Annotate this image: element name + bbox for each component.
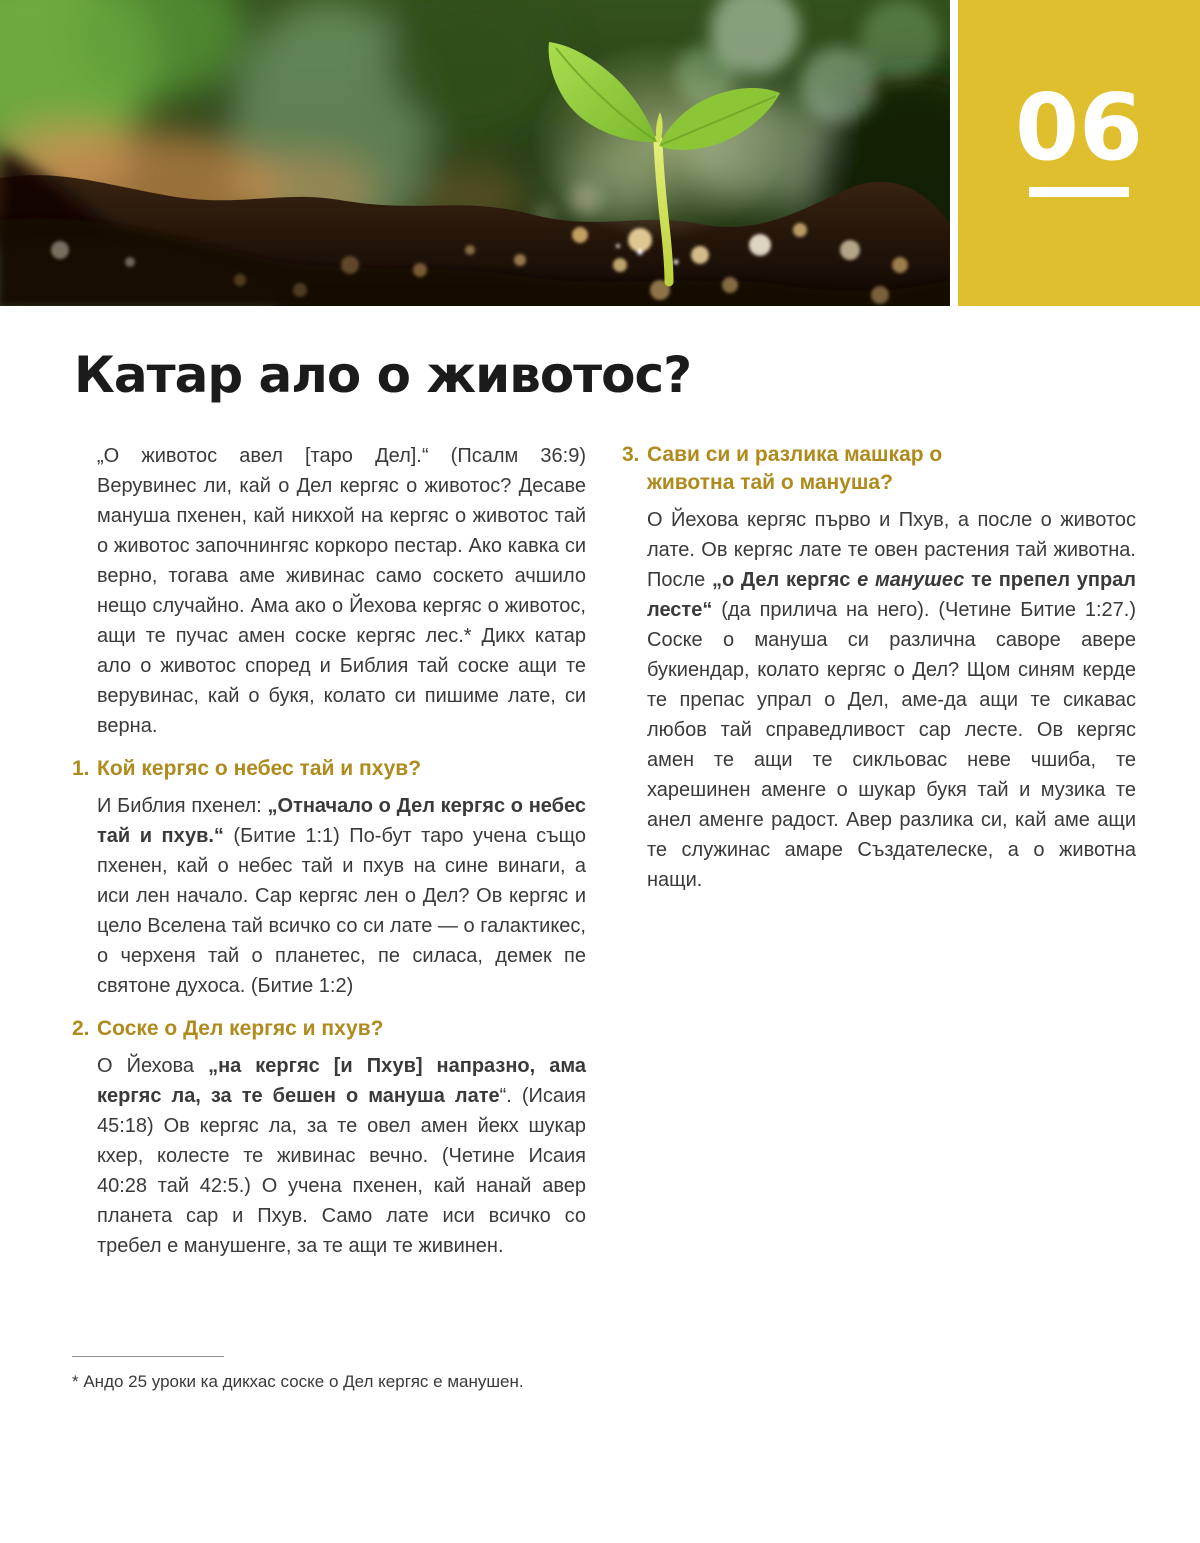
section-1-heading-text: Кой кергяс о небес тай и пхув? xyxy=(97,757,422,780)
header-photo xyxy=(0,0,950,306)
footnote-divider xyxy=(72,1356,224,1357)
section-3-number: 3. xyxy=(622,443,640,466)
right-column xyxy=(622,441,1136,909)
section-2-heading xyxy=(72,1015,586,1043)
section-2-paragraph: О Йехова „на кергяс [и Пхув] напразно, ама кергяс ла, за те бешен о мануша лате“. (Исаия 45:18) Ов кергяс ла, за те овел амен йекх шукар кхер, колесте те живинас вечно. (Четине Исаия 40:28 тай 42:5.) О учена пхенен, кай нанай авер планета сар и Пхув. Само лате иси всичко со требел е манушенге, за те ащи те живинен. xyxy=(97,1055,586,1257)
section-2 xyxy=(72,1015,586,1261)
badge-underline xyxy=(1029,187,1129,197)
lesson-number: 06 xyxy=(1014,74,1144,181)
section-3-heading-text: Сави си и разлика машкар о животна тай о мануша? xyxy=(647,443,943,494)
section-2-number: 2. xyxy=(72,1017,90,1040)
footnote xyxy=(72,1356,672,1393)
section-3-paragraph: О Йехова кергяс първо и Пхув, а после о животос лате. Ов кергяс лате те овен растения тай животна. После „о Дел кергяс е манушес те препел упрал лесте“ (да прилича на него). (Четине Битие 1:27.) Соске о мануша си различна саворе авере букиендар, колато кергяс о Дел? Щом синям керде те препас упрал о Дел, аме-да ащи те сикавас любов тай справедливост сар лесте. Ов кергяс амен те ащи те сикльовас неве чшиба, те харешинен аменге о шукар букя тай и музика те анел аменге радост. Авер разлика си, кай аме ащи те служинас амаре Създателеске, а о животна нащи. xyxy=(647,509,1136,891)
page-title: Катар ало о животос? xyxy=(74,346,692,404)
seedling-illustration xyxy=(0,0,950,306)
intro-paragraph: „О животос авел [таро Дел].“ (Псалм 36:9) Верувинес ли, кай о Дел кергяс о животос? Десаве мануша пхенен, кай никхой на кергяс о животос тай о животос започнингяс коркоро пестар. Ако кавка си верно, тогава аме живинас само соскето ачшило нещо случайно. Ама ако о Йехова кергяс о животос, ащи те пучас амен соске кергяс лес.* Дикх катар ало о животос според и Библия тай соске ащи те верувинас, кай о букя, колато си пишиме лате, си верна. xyxy=(97,445,586,737)
lesson-number-badge xyxy=(958,0,1200,306)
section-3 xyxy=(622,441,1136,895)
section-1 xyxy=(72,755,586,1001)
section-2-heading-text: Соске о Дел кергяс и пхув? xyxy=(97,1017,384,1040)
section-1-heading xyxy=(72,755,586,783)
section-1-number: 1. xyxy=(72,757,90,780)
section-1-paragraph: И Библия пхенел: „Отначало о Дел кергяс о небес тай и пхув.“ (Битие 1:1) По-бут таро учена също пхенен, кай о небес тай и пхув на сине винаги, а иси лен начало. Сар кергяс лен о Дел? Ов кергяс и цело Вселена тай всичко со си лате — о галактикес, о черхеня тай о планетес, пе силаса, демек пе святоне духоса. (Битие 1:2) xyxy=(97,795,587,997)
left-column xyxy=(72,441,586,1275)
footnote-text: * Андо 25 уроки ка дикхас соске о Дел кергяс е манушен. xyxy=(72,1372,524,1391)
section-3-heading xyxy=(622,441,1136,497)
